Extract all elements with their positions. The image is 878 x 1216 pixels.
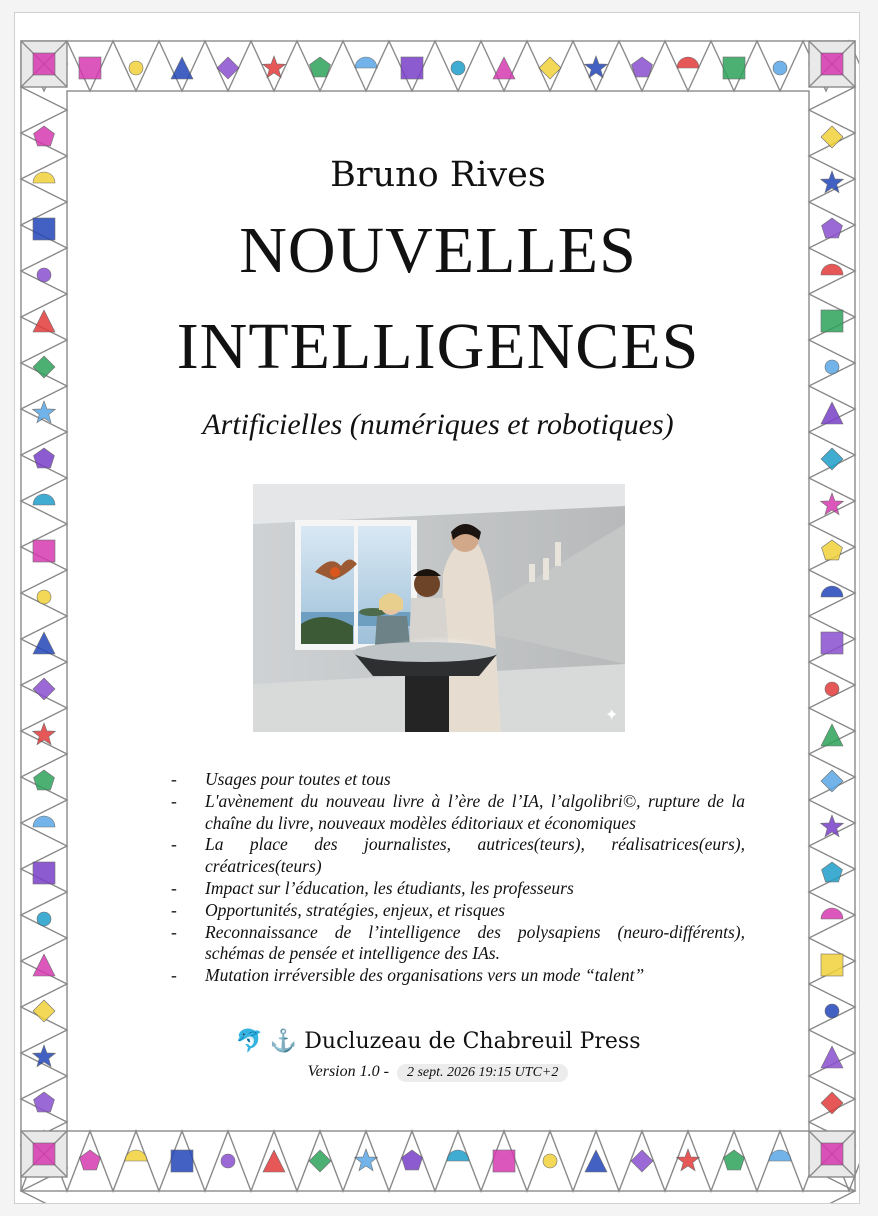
square-shape [493, 1150, 515, 1172]
circle-shape [37, 912, 51, 926]
list-item: - Impact sur l’éducation, les étudiants, les professeurs [165, 878, 745, 900]
list-item: - L'avènement du nouveau livre à l’ère de l’IA, l’algolibri©, rupture de la chaîne du livre, nouveaux modèles éditoriaux et économiques [165, 791, 745, 835]
triangle-shape [493, 57, 515, 79]
title-line-2: INTELLIGENCES [176, 310, 700, 383]
square-shape [33, 53, 55, 75]
cover-illustration [253, 484, 625, 732]
list-item: - La place des journalistes, autrices(teurs), réalisatrices(eurs), créatrices(teurs) [165, 834, 745, 878]
document-page [14, 12, 860, 1204]
diamond-shape [821, 770, 843, 792]
pentagon-shape [632, 57, 653, 77]
half-shape [33, 494, 55, 505]
half-shape [677, 57, 699, 68]
circle-shape [825, 1004, 839, 1018]
circle-shape [129, 61, 143, 75]
square-shape [401, 57, 423, 79]
list-item: - Opportunités, stratégies, enjeux, et risques [165, 900, 745, 922]
half-shape [355, 57, 377, 68]
half-shape [821, 908, 843, 919]
triangle-shape [585, 1150, 607, 1172]
square-shape [821, 53, 843, 75]
subtitle: Artificielles (numériques et robotiques) [202, 408, 674, 441]
circle-shape [37, 590, 51, 604]
square-shape [821, 954, 843, 976]
svg-text:✦: ✦ [605, 705, 619, 724]
version-line [15, 1063, 860, 1082]
square-shape [79, 57, 101, 79]
diamond-shape [309, 1150, 331, 1172]
square-shape [821, 1143, 843, 1165]
pentagon-shape [724, 1150, 745, 1170]
triangle-shape [171, 57, 193, 79]
author-name: Bruno Rives [330, 155, 546, 195]
half-shape [821, 586, 843, 597]
triangle-shape [821, 724, 843, 746]
circle-shape [773, 61, 787, 75]
diamond-shape [821, 448, 843, 470]
list-item: - Reconnaissance de l’intelligence des polysapiens (neuro-différents), schémas de pensée et intelligence des IAs. [165, 922, 745, 966]
publisher-icons: 🐬 ⚓ [235, 1029, 298, 1054]
version-label: Version 1.0 - [307, 1063, 389, 1080]
half-shape [33, 816, 55, 827]
title-line-1: NOUVELLES [239, 214, 637, 287]
list-item: - Usages pour toutes et tous [165, 769, 745, 791]
topics-list [165, 769, 745, 987]
triangle-shape [263, 1150, 285, 1172]
publisher-name: Ducluzeau de Chabreuil Press [304, 1029, 641, 1054]
pentagon-shape [34, 1092, 55, 1112]
star-shape [821, 493, 844, 515]
square-shape [821, 632, 843, 654]
pentagon-shape [34, 770, 55, 790]
triangle-shape [33, 632, 55, 654]
star-shape [33, 723, 56, 745]
circle-shape [543, 1154, 557, 1168]
square-shape [33, 1143, 55, 1165]
diamond-shape [821, 1092, 843, 1114]
circle-shape [825, 682, 839, 696]
circle-shape [221, 1154, 235, 1168]
circle-shape [451, 61, 465, 75]
pentagon-shape [822, 862, 843, 882]
triangle-shape [33, 954, 55, 976]
pentagon-shape [34, 126, 55, 146]
list-item: - Mutation irréversible des organisations vers un mode “talent” [165, 965, 745, 987]
pentagon-shape [822, 540, 843, 560]
square-shape [171, 1150, 193, 1172]
square-shape [33, 862, 55, 884]
star-shape [821, 815, 844, 837]
diamond-shape [821, 126, 843, 148]
date-chip[interactable]: 2 sept. 2026 19:15 UTC+2 [397, 1064, 568, 1082]
pentagon-shape [34, 448, 55, 468]
diamond-shape [33, 1000, 55, 1022]
pentagon-shape [402, 1150, 423, 1170]
diamond-shape [33, 678, 55, 700]
publisher-line [15, 1029, 860, 1054]
diamond-shape [631, 1150, 653, 1172]
pentagon-shape [310, 57, 331, 77]
square-shape [33, 540, 55, 562]
pentagon-shape [80, 1150, 101, 1170]
square-shape [723, 57, 745, 79]
